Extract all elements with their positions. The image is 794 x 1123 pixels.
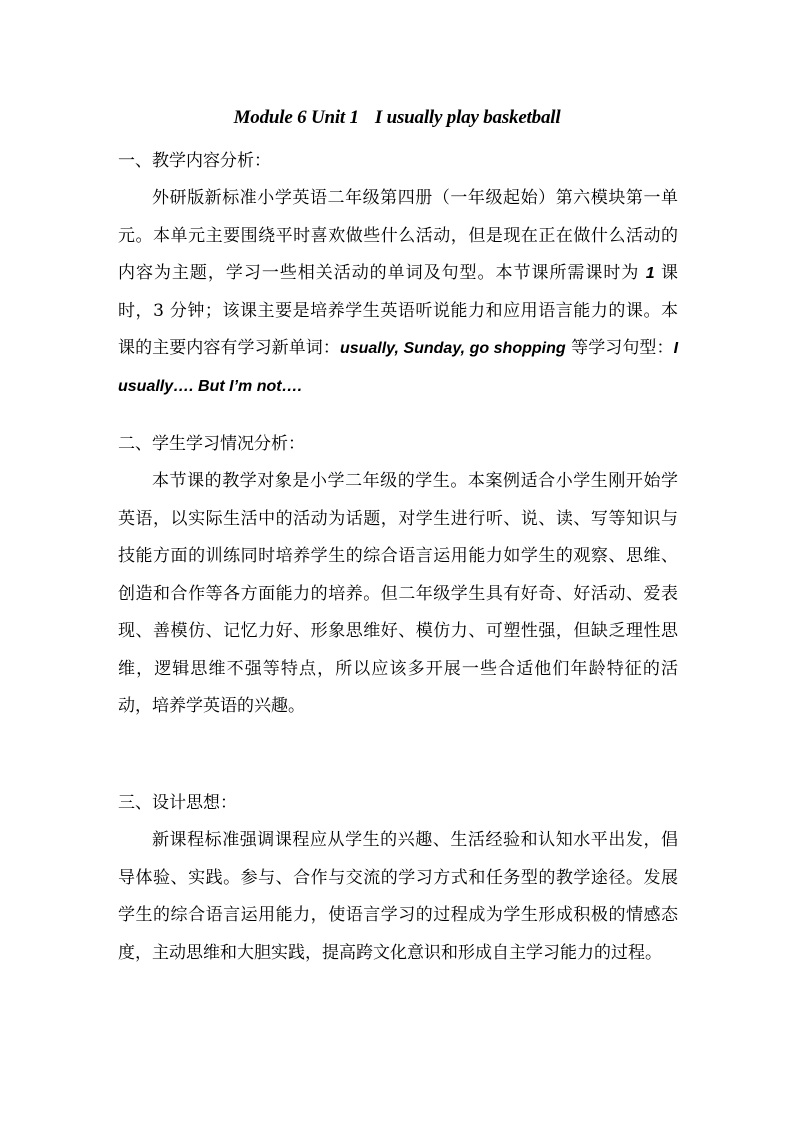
target-sentences: I usually…. But I’m not…. xyxy=(118,340,679,395)
section-heading-student-analysis: 二、学生学习情况分析： xyxy=(118,434,305,454)
paragraph-text: 外研版新标准小学英语二年级第四册（一年级起始）第六模块第一单元。本单元主要围绕平时喜欢做些什么活动，但是现在正在做什么活动的内容为主题，学习一些相关活动的单词及句型。本节课所需课时为 xyxy=(118,188,678,283)
lesson-count: 1 xyxy=(645,265,655,282)
section-paragraph-content-analysis xyxy=(118,180,678,405)
paragraph-text: 等学习句型： xyxy=(565,338,674,358)
title-lesson-name: I usually play basketball xyxy=(374,107,561,128)
page-title xyxy=(0,104,794,132)
paragraph-text: 课时，3 分钟；该课主要是培养学生英语听说能力和应用语言能力的课。本课的主要内容有学习新单词： xyxy=(118,263,679,358)
section-paragraph-design-idea: 新课程标准强调课程应从学生的兴趣、生活经验和认知水平出发，倡导体验、实践。参与、合作与交流的学习方式和任务型的教学途径。发展学生的综合语言运用能力，使语言学习的过程成为学生形成积极的情感态度，主动思维和大胆实践，提高跨文化意识和形成自主学习能力的过程。 xyxy=(118,830,678,963)
section-paragraph-student-analysis: 本节课的教学对象是小学二年级的学生。本案例适合小学生刚开始学英语，以实际生活中的活动为话题，对学生进行听、说、读、写等知识与技能方面的训练同时培养学生的综合语言运用能力如学生的观察、思维、创造和合作等各方面能力的培养。但二年级学生具有好奇、好活动、爱表现、善模仿、记忆力好、形象思维好、模仿力、可塑性强，但缺乏理性思维，逻辑思维不强等特点，所以应该多开展一些合适他们年龄特征的活动，培养学英语的兴趣。 xyxy=(118,471,678,716)
new-words: usually, Sunday, go shopping xyxy=(339,340,566,357)
section-heading-design-idea: 三、设计思想： xyxy=(118,793,237,813)
section-heading-content-analysis: 一、教学内容分析： xyxy=(118,151,271,171)
title-module-unit: Module 6 Unit 1 xyxy=(233,107,359,128)
